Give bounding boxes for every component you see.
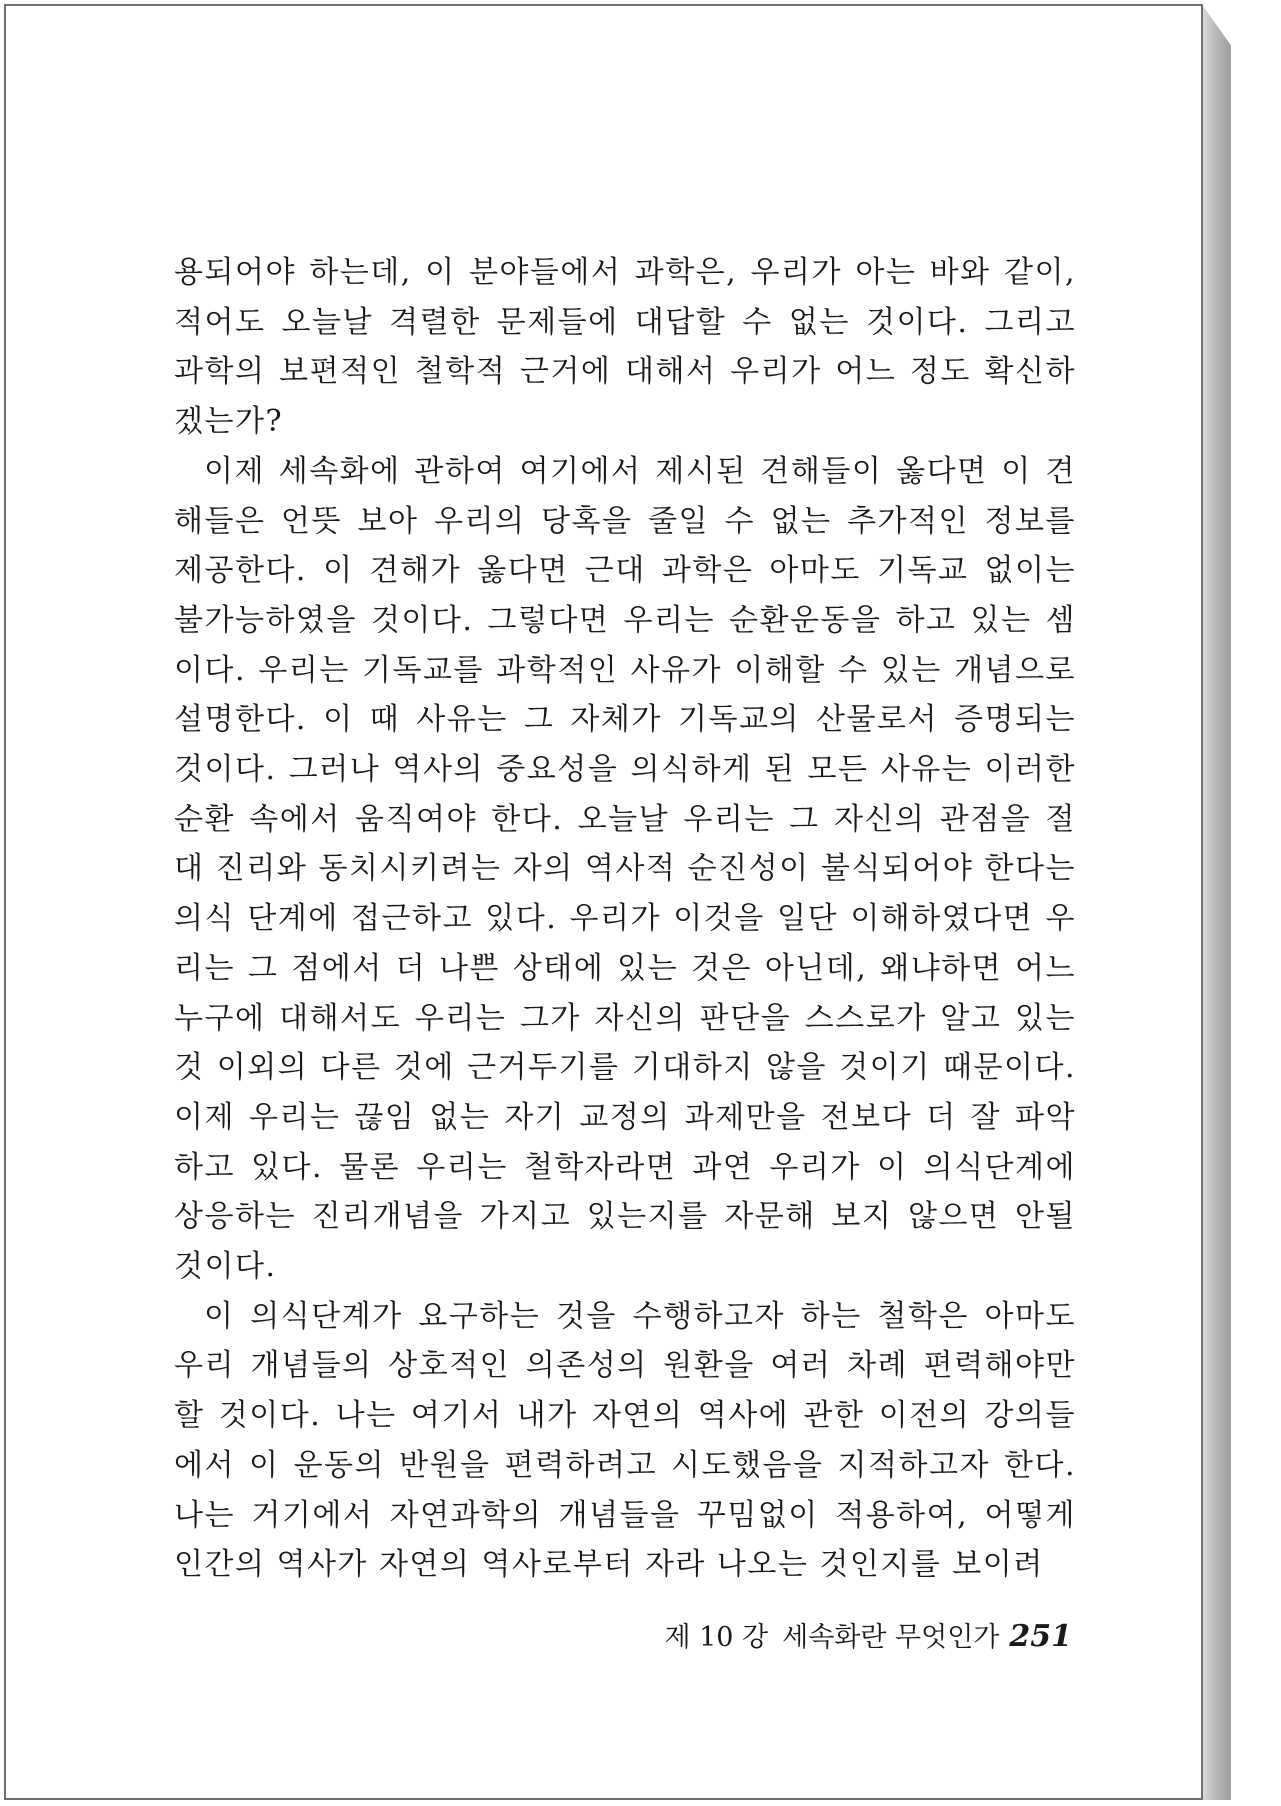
running-footer <box>632 1615 1072 1654</box>
footer-title: 세속화란 무엇인가 <box>782 1622 1000 1653</box>
body-text <box>174 248 1076 1590</box>
footer-chapter: 제 10 강 <box>664 1622 769 1653</box>
page-number: 251 <box>1009 1619 1072 1654</box>
paragraph-3: 이 의식단계가 요구하는 것을 수행하고자 하는 철학은 아마도 우리 개념들의 상호적인 의존성의 원환을 여러 차례 편력해야만 할 것이다. 나는 여기서 내가 자연의 역사에 관한 이전의 강의들에서 이 운동의 반원을 편력하려고 시도했음을 지적하고자 한다. 나는 거기에서 자연과학의 개념들을 꾸밈없이 적용하여, 어떻게 인간의 역사가 자연의 역사로부터 자라 나오는 것인지를 보이려 <box>174 1298 1076 1583</box>
page-edge-shadow <box>1203 6 1231 1800</box>
paragraph-1: 용되어야 하는데, 이 분야들에서 과학은, 우리가 아는 바와 같이, 적어도 오늘날 격렬한 문제들에 대답할 수 없는 것이다. 그리고 과학의 보편적인 철학적 근거에 대해서 우리가 어느 정도 확신하겠는가? <box>174 255 1076 440</box>
paragraph-2: 이제 세속화에 관하여 여기에서 제시된 견해들이 옳다면 이 견해들은 언뜻 보아 우리의 당혹을 줄일 수 없는 추가적인 정보를 제공한다. 이 견해가 옳다면 근대 과학은 아마도 기독교 없이는 불가능하였을 것이다. 그렇다면 우리는 순환운동을 하고 있는 셈이다. 우리는 기독교를 과학적인 사유가 이해할 수 있는 개념으로 설명한다. 이 때 사유는 그 자체가 기독교의 산물로서 증명되는 것이다. 그러나 역사의 중요성을 의식하게 된 모든 사유는 이러한 순환 속에서 움직여야 한다. 오늘날 우리는 그 자신의 관점을 절대 진리와 동치시키려는 자의 역사적 순진성이 불식되어야 한다는 의식 단계에 접근하고 있다. 우리가 이것을 일단 이해하였다면 우리는 그 점에서 더 나쁜 상태에 있는 것은 아닌데, 왜냐하면 어느 누구에 대해서도 우리는 그가 자신의 판단을 스스로가 알고 있는 것 이외의 다른 것에 근거두기를 기대하지 않을 것이기 때문이다. 이제 우리는 끊임 없는 자기 교정의 과제만을 전보다 더 잘 파악하고 있다. 물론 우리는 철학자라면 과연 우리가 이 의식단계에 상응하는 진리개념을 가지고 있는지를 자문해 보지 않으면 안될 것이다. <box>174 453 1076 1285</box>
